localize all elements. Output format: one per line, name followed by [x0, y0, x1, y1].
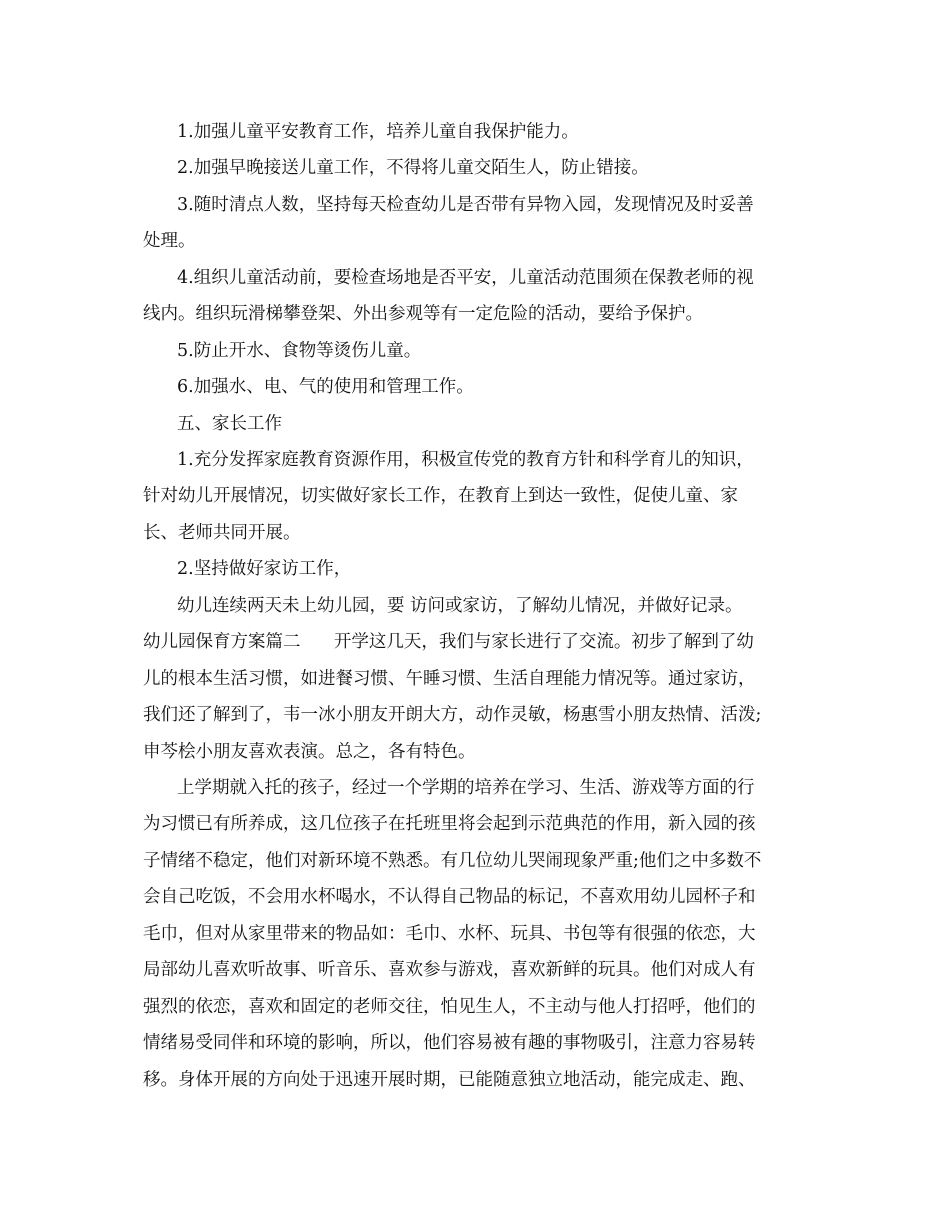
text-line: 1.充分发挥家庭教育资源作用，积极宣传党的教育方针和科学育儿的知识，	[177, 450, 754, 470]
text-line: 处理。	[143, 231, 196, 251]
text-line: 幼儿连续两天未上幼儿园，要 访问或家访，了解幼儿情况，并做好记录。	[177, 596, 743, 616]
text-line: 局部幼儿喜欢听故事、听音乐、喜欢参与游戏，喜欢新鲜的玩具。他们对成人有	[143, 960, 756, 980]
text-line: 儿的根本生活习惯，如进餐习惯、午睡习惯、生活自理能力情况等。通过家访，	[143, 669, 756, 689]
text-line: 强烈的依恋，喜欢和固定的老师交往，怕见生人，不主动与他人打招呼，他们的	[143, 997, 756, 1017]
text-line: 5.防止开水、食物等烫伤儿童。	[177, 341, 422, 361]
text-line: 毛巾，但对从家里带来的物品如：毛巾、水杯、玩具、书包等有很强的依恋，大	[143, 924, 756, 944]
text-line: 申芩桧小朋友喜欢表演。总之，各有特色。	[143, 742, 476, 762]
text-line: 移。身体开展的方向处于迅速开展时期，已能随意独立地活动，能完成走、跑、	[143, 1070, 756, 1090]
text-line: 幼儿园保育方案篇二 开学这几天，我们与家长进行了交流。初步了解到了幼	[143, 632, 754, 652]
text-line: 1.加强儿童平安教育工作，培养儿童自我保护能力。	[177, 122, 579, 142]
text-line: 我们还了解到了，韦一冰小朋友开朗大方，动作灵敏，杨惠雪小朋友热情、活泼;	[143, 705, 762, 725]
text-line: 为习惯已有所养成，这几位孩子在托班里将会起到示范典范的作用，新入园的孩	[143, 814, 756, 834]
text-line: 子情绪不稳定，他们对新环境不熟悉。有几位幼儿哭闹现象严重;他们之中多数不	[143, 851, 762, 871]
text-line: 情绪易受同伴和环境的影响，所以，他们容易被有趣的事物吸引，注意力容易转	[143, 1033, 756, 1053]
text-line: 4.组织儿童活动前，要检查场地是否平安，儿童活动范围须在保教老师的视	[177, 268, 754, 288]
text-line: 6.加强水、电、气的使用和管理工作。	[177, 377, 474, 397]
text-line: 上学期就入托的孩子，经过一个学期的培养在学习、生活、游戏等方面的行	[177, 778, 755, 798]
text-line: 会自己吃饭，不会用水杯喝水，不认得自己物品的标记，不喜欢用幼儿园杯子和	[143, 887, 756, 907]
text-line: 3.随时清点人数，坚持每天检查幼儿是否带有异物入园，发现情况及时妥善	[177, 195, 754, 215]
text-line: 线内。组织玩滑梯攀登架、外出参观等有一定危险的活动，要给予保护。	[143, 304, 703, 324]
text-line: 长、老师共同开展。	[143, 523, 301, 543]
text-line: 针对幼儿开展情况，切实做好家长工作，在教育上到达一致性，促使儿童、家	[143, 486, 738, 506]
text-line: 2.坚持做好家访工作，	[177, 559, 352, 579]
section-heading: 五、家长工作	[177, 414, 282, 434]
text-line: 2.加强早晚接送儿童工作，不得将儿童交陌生人，防止错接。	[177, 158, 649, 178]
